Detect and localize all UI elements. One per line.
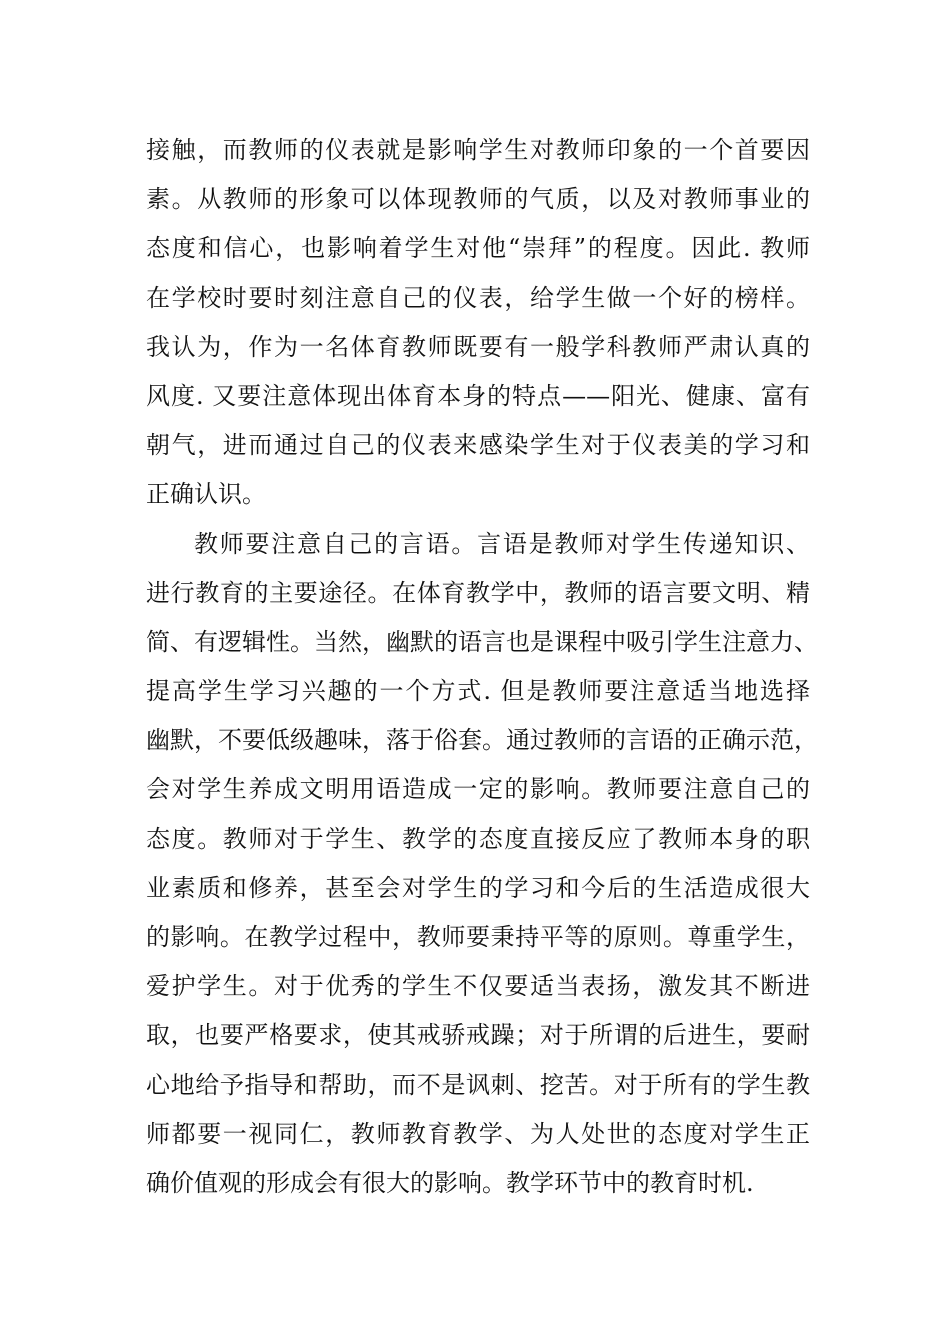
text-line: 进行教育的主要途径。在体育教学中，教师的语言要文明、精 [146,578,810,607]
paragraph-2 [146,520,818,1209]
paragraph-1 [146,126,810,520]
text-line: 态度和信心，也影响着学生对他“崇拜”的程度。因此. 教师 [146,234,810,263]
text-line: 素。从教师的形象可以体现教师的气质，以及对教师事业的 [146,185,810,214]
body-text [146,126,818,1208]
text-line: 正确认识。 [146,480,266,509]
text-line: 提高学生学习兴趣的一个方式. 但是教师要注意适当地选择 [146,677,810,706]
text-line: 朝气，进而通过自己的仪表来感染学生对于仪表美的学习和 [146,431,810,460]
text-line: 业素质和修养，甚至会对学生的学习和今后的生活造成很大 [146,873,810,902]
text-line: 风度. 又要注意体现出体育本身的特点——阳光、健康、富有 [146,381,810,410]
text-line: 师都要一视同仁，教师教育教学、为人处世的态度对学生正 [146,1119,810,1148]
text-line: 我认为，作为一名体育教师既要有一般学科教师严肃认真的 [146,332,810,361]
text-line: 接触，而教师的仪表就是影响学生对教师印象的一个首要因 [146,136,810,164]
text-line: 幽默，不要低级趣味，落于俗套。通过教师的言语的正确示范， [146,726,818,755]
text-line: 态度。教师对于学生、教学的态度直接反应了教师本身的职 [146,824,810,853]
text-line: 确价值观的形成会有很大的影响。教学环节中的教育时机. [146,1168,754,1197]
text-line: 心地给予指导和帮助，而不是讽刺、挖苦。对于所有的学生教 [146,1070,810,1099]
text-line: 爱护学生。对于优秀的学生不仅要适当表扬，激发其不断进 [146,972,810,1001]
text-line: 取，也要严格要求，使其戒骄戒躁；对于所谓的后进生，要耐 [146,1021,810,1050]
text-line: 会对学生养成文明用语造成一定的影响。教师要注意自己的 [146,775,810,804]
text-line: 在学校时要时刻注意自己的仪表，给学生做一个好的榜样。 [146,283,810,312]
text-line: 教师要注意自己的言语。言语是教师对学生传递知识、 [194,529,810,558]
text-line: 简、有逻辑性。当然，幽默的语言也是课程中吸引学生注意力、 [146,627,818,656]
text-line: 的影响。在教学过程中，教师要秉持平等的原则。尊重学生， [146,923,810,951]
